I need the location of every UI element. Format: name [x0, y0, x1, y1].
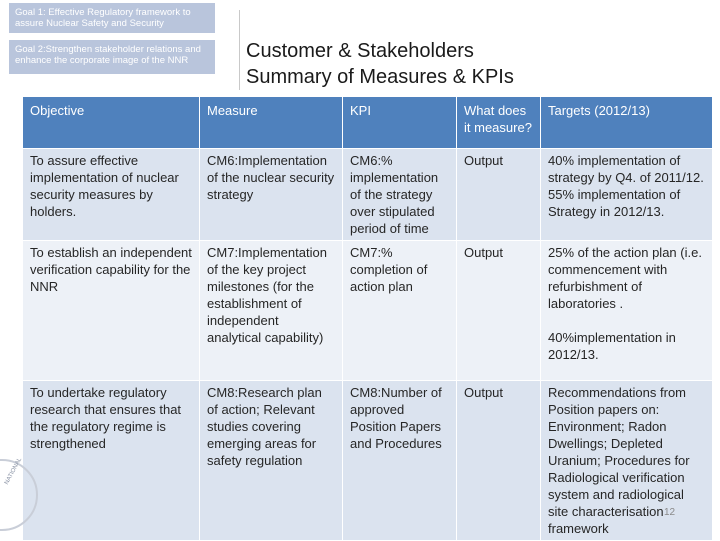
slide-title: [246, 38, 514, 90]
slide-title-line-1: Customer & Stakeholders: [246, 40, 474, 62]
target-text: 40%implementation in 2012/13.: [548, 330, 676, 362]
header-what-measured: What does it measure?: [457, 97, 541, 149]
objective-cell: To undertake regulatory research that ensures that the regulatory regime is strengthened: [23, 381, 200, 541]
kpi-table: [22, 96, 713, 541]
what-measured-cell: Output: [457, 149, 541, 241]
slide-title-line-2: Summary of Measures & KPIs: [246, 66, 514, 88]
kpi-cell: CM6:% implementation of the strategy over stipulated period of time: [343, 149, 457, 241]
table-row: [23, 381, 713, 541]
target-text: 40% implementation of strategy by Q4. of 2011/12. 55% implementation of Strategy in 2012/13.: [548, 153, 704, 219]
targets-cell: [541, 241, 713, 381]
table-row: [23, 241, 713, 381]
target-text: Recommendations from Position papers on: Environment; Radon Dwellings; Depleted Uranium; Procedures for Radiological verification system and radiological site characterisation framework: [548, 385, 690, 536]
goal-1-banner: Goal 1: Effective Regulatory framework to assure Nuclear Safety and Security: [9, 3, 215, 33]
measure-cell: CM6:Implementation of the nuclear security strategy: [200, 149, 343, 241]
targets-cell: [541, 149, 713, 241]
header-measure: Measure: [200, 97, 343, 149]
table-header-row: [23, 97, 713, 149]
target-text: 25% of the action plan (i.e. commencement with refurbishment of laboratories .: [548, 245, 702, 311]
goal-2-banner: Goal 2:Strengthen stakeholder relations and enhance the corporate image of the NNR: [9, 40, 215, 74]
targets-cell: [541, 381, 713, 541]
kpi-cell: CM7:% completion of action plan: [343, 241, 457, 381]
objective-cell: To establish an independent verification capability for the NNR: [23, 241, 200, 381]
what-measured-cell: Output: [457, 381, 541, 541]
header-kpi: KPI: [343, 97, 457, 149]
what-measured-cell: Output: [457, 241, 541, 381]
measure-cell: CM8:Research plan of action; Relevant studies covering emerging areas for safety regulation: [200, 381, 343, 541]
seal-text: NATIONAL: [4, 456, 24, 486]
kpi-cell: CM8:Number of approved Position Papers and Procedures: [343, 381, 457, 541]
table-row: [23, 149, 713, 241]
measure-cell: CM7:Implementation of the key project milestones (for the establishment of independent analytical capability): [200, 241, 343, 381]
page-number: 12: [664, 507, 676, 518]
header-targets: Targets (2012/13): [541, 97, 713, 149]
objective-cell: To assure effective implementation of nuclear security measures by holders.: [23, 149, 200, 241]
seal-ring: [0, 456, 38, 531]
header-divider: [239, 10, 240, 90]
header-objective: Objective: [23, 97, 200, 149]
nnr-seal-logo: [0, 455, 40, 540]
